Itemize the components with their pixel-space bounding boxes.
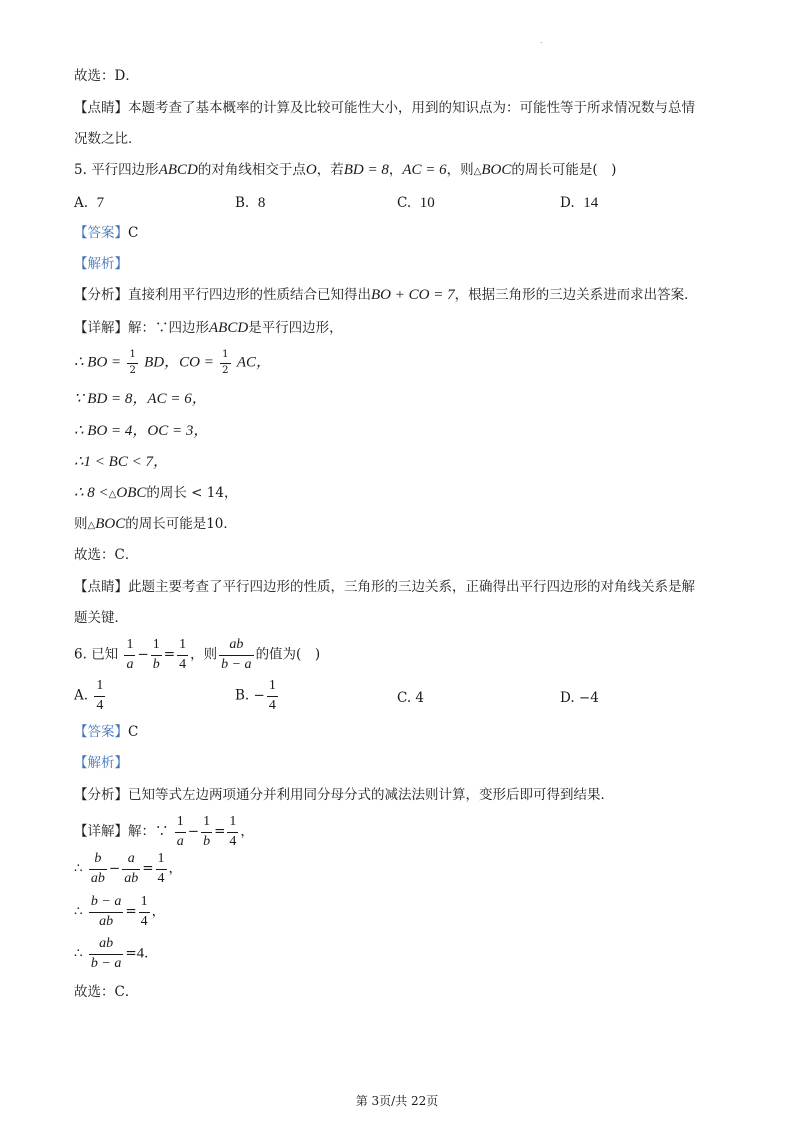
half-fraction: $\frac{1}{2}$ [129,349,136,376]
answer-tag: 【答案】 [74,225,128,241]
q6-answer [74,726,138,740]
q5-text: ，若 [316,162,344,178]
fenxi-text: 直接利用平行四边形的性质结合已知得出 [128,287,371,303]
fraction: $\frac{1}{a}$ [176,814,184,849]
q6-step3: ∴ $\frac{b - a}{ab}$ = $\frac{1}{4}$ ， [74,894,166,929]
q5-boc: BOC [481,162,512,178]
xiangjie-tag: 【详解】 [74,823,128,840]
fraction: $\frac{ab}{b - a}$ [90,936,122,971]
fraction: $\frac{1}{4}$ [96,678,104,713]
q6-option-a: A. $\frac{1}{4}$ [74,678,104,713]
fraction: $\frac{a}{ab}$ [124,851,139,886]
page-footer: 第 3页/共 22页 [355,1094,439,1108]
q6-stem: 6. 已知 $\frac{1}{a}$ − $\frac{1}{b}$ = $\frac{1}{4}$ ，则 $\frac{ab}{b - a}$ 的值为( ) [74,637,321,672]
dianjing-tag: 【点睛】 [74,100,128,116]
fenxi-text: ，根据三角形的三边关系进而求出答案． [454,287,698,303]
q5-text: 的对角线相交于点 [197,162,306,178]
q6-text: 的值为( ) [255,646,321,663]
fraction: $\frac{1}{a}$ [126,637,134,672]
q5-ac: AC = 6 [402,162,447,178]
prev-answer: 故选：D． [74,68,139,84]
fraction: $\frac{1}{4}$ [179,637,187,672]
q5-step6: 则△BOC的周长可能是10． [74,516,237,532]
xiangjie-abcd: ABCD [209,320,249,336]
fenxi-expr: BO + CO = 7 [371,287,455,303]
q5-option-b: B. 8 [235,195,266,211]
answer-tag: 【答案】 [74,724,128,740]
prev-dianjing-line2: 况数之比． [74,131,142,147]
xiangjie-text: 解：∵ [128,823,169,840]
top-mark: . [540,36,543,45]
q5-number: 5. [74,162,87,178]
q5-jiexi-tag: 【解析】 [74,256,128,272]
fraction: $\frac{ab}{b - a}$ [221,637,252,672]
q5-step5: ∴ 8 <△OBC的周长 < 14， [74,485,238,501]
fraction: $\frac{1}{4}$ [157,851,165,886]
q5-answer [74,227,138,241]
xiangjie-text: 解：∵四边形 [128,320,209,336]
q5-dianjing-line1 [74,581,695,595]
q5-text: 平行四边形 [91,162,159,178]
q5-step3: ∴ BO = 4，OC = 3， [74,423,209,439]
q5-xiangjie [74,321,343,336]
triangle-symbol: △ [473,166,482,177]
dianjing-tag: 【点睛】 [74,579,128,595]
q6-text: 已知 [91,646,119,663]
q6-text: ，则 [190,646,218,663]
q6-option-b: B. − $\frac{1}{4}$ [235,678,276,713]
q5-step1: ∴ BO = $\frac{1}{2}$ BD，CO = $\frac{1}{2}$ AC， [74,349,271,376]
q5-final: 故选：C． [74,547,139,563]
fraction: $\frac{b}{ab}$ [90,851,105,886]
q6-fenxi [74,789,614,803]
q5-abcd: ABCD [158,162,198,178]
dianjing-text: 本题考查了基本概率的计算及比较可能性大小，用到的知识点为：可能性等于所求情况数与总情 [128,100,695,116]
q6-option-c: C. 4 [397,690,425,706]
q5-option-a: A. 7 [74,195,105,211]
fraction: $\frac{b - a}{ab}$ [90,894,122,929]
q5-text: 的周长可能是( ) [511,162,617,178]
q5-step2: ∵ BD = 8，AC = 6， [74,391,207,407]
q5-option-d: D. 14 [560,195,599,211]
q5-text: ， [388,162,403,178]
q5-bd: BD = 8 [343,162,389,178]
triangle-symbol: △ [108,489,117,500]
q6-number: 6. [74,646,87,663]
q5-option-c: C. 10 [397,195,435,211]
fraction: $\frac{1}{b}$ [203,814,211,849]
fenxi-text: 已知等式左边两项通分并利用同分母分式的减法法则计算，变形后即可得到结果． [128,787,614,803]
q5-point-o: O [305,162,317,178]
q6-jiexi-tag: 【解析】 [74,755,128,771]
prev-dianjing-line1 [74,102,695,116]
fenxi-tag: 【分析】 [74,787,128,803]
fraction: $\frac{1}{4}$ [268,678,276,713]
fraction: $\frac{1}{4}$ [140,894,148,929]
q6-answer-value: C [128,724,139,740]
q5-answer-value: C [128,225,139,241]
fraction: $\frac{1}{4}$ [229,814,237,849]
q6-step4: ∴ $\frac{ab}{b - a}$ =4． [74,936,158,971]
q5-fenxi [74,288,698,303]
xiangjie-text: 是平行四边形， [248,320,343,336]
fenxi-tag: 【分析】 [74,287,128,303]
q5-stem [74,163,616,178]
q5-step4: ∴1 < BC < 7， [74,454,168,470]
q5-text: ，则 [446,162,474,178]
dianjing-text: 此题主要考查了平行四边形的性质，三角形的三边关系，正确得出平行四边形的对角线关系是解 [128,579,695,595]
q6-final: 故选：C． [74,984,139,1000]
xiangjie-tag: 【详解】 [74,320,128,336]
q5-dianjing-line2: 题关键． [74,610,128,626]
q6-option-d: D. −4 [560,690,599,706]
q6-step2: ∴ $\frac{b}{ab}$ − $\frac{a}{ab}$ = $\frac{1}{4}$ ， [74,851,183,886]
triangle-symbol: △ [87,520,96,531]
half-fraction: $\frac{1}{2}$ [222,349,229,376]
q6-xiangjie: 【详解】解：∵ $\frac{1}{a}$ − $\frac{1}{b}$ = $\frac{1}{4}$ ， [74,814,254,849]
fraction: $\frac{1}{b}$ [152,637,160,672]
